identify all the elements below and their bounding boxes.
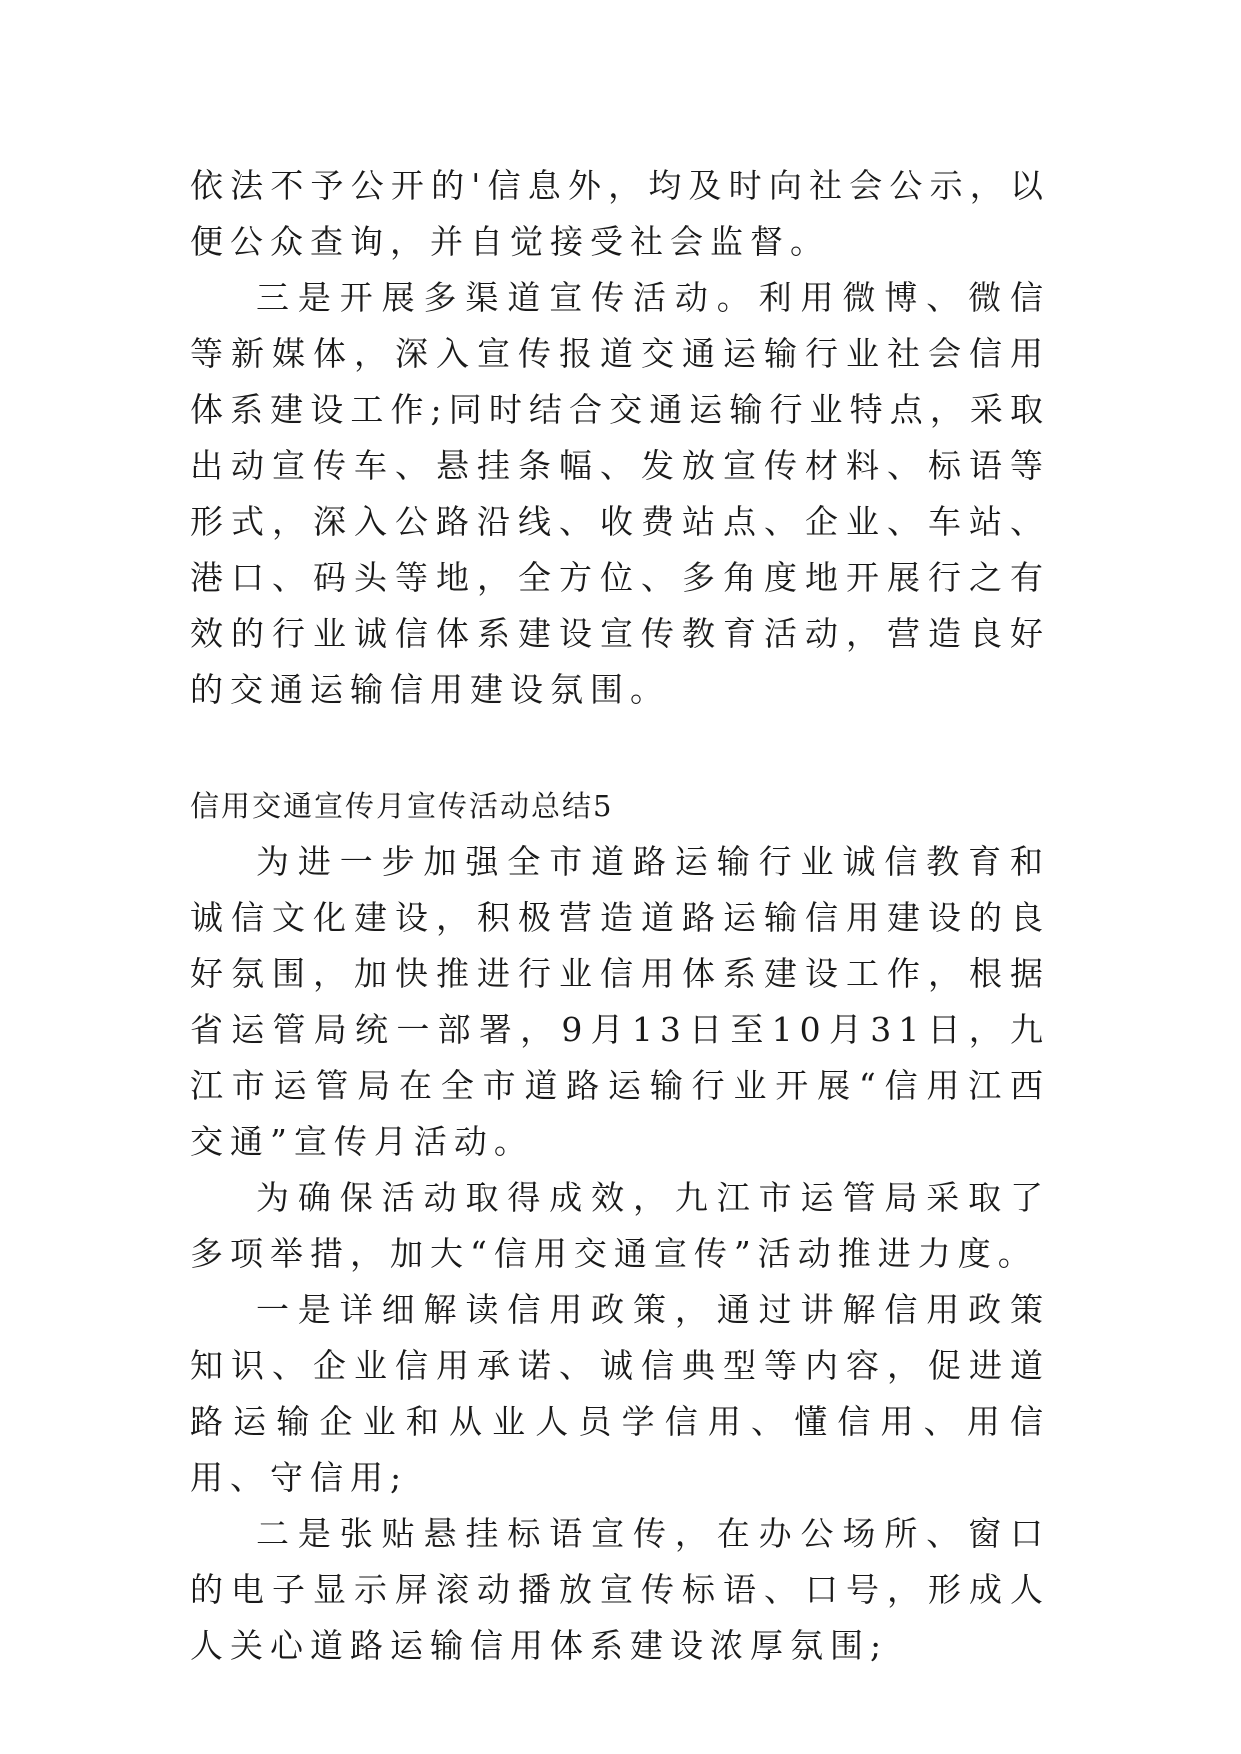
paragraph-continuation: 依法不予公开的'信息外，均及时向社会公示，以便公众查询，并自觉接受社会监督。 <box>190 166 1050 261</box>
paragraph-intro: 为进一步加强全市道路运输行业诚信教育和诚信文化建设，积极营造道路运输信用建设的良好氛围，加快推进行业信用体系建设工作，根据省运管局统一部署，9月13日至10月31日，九江市运管局在全市道路运输行业开展“信用江西交通”宣传月活动。 <box>190 842 1050 1161</box>
paragraph-item-one: 一是详细解读信用政策，通过讲解信用政策知识、企业信用承诺、诚信典型等内容，促进道路运输企业和从业人员学信用、懂信用、用信用、守信用; <box>190 1290 1050 1497</box>
paragraph-measures: 为确保活动取得成效，九江市运管局采取了多项举措，加大“信用交通宣传”活动推进力度。 <box>190 1178 1050 1273</box>
section-spacer <box>190 718 1050 778</box>
section-title: 信用交通宣传月宣传活动总结5 <box>190 789 614 823</box>
paragraph-item-three: 三是开展多渠道宣传活动。利用微博、微信等新媒体，深入宣传报道交通运输行业社会信用体系建设工作;同时结合交通运输行业特点，采取出动宣传车、悬挂条幅、发放宣传材料、标语等形式，深入公路沿线、收费站点、企业、车站、港口、码头等地，全方位、多角度地开展行之有效的行业诚信体系建设宣传教育活动，营造良好的交通运输信用建设氛围。 <box>190 278 1050 709</box>
paragraph-item-two: 二是张贴悬挂标语宣传，在办公场所、窗口的电子显示屏滚动播放宣传标语、口号，形成人人关心道路运输信用体系建设浓厚氛围; <box>190 1514 1050 1665</box>
document-page <box>190 158 1050 1674</box>
